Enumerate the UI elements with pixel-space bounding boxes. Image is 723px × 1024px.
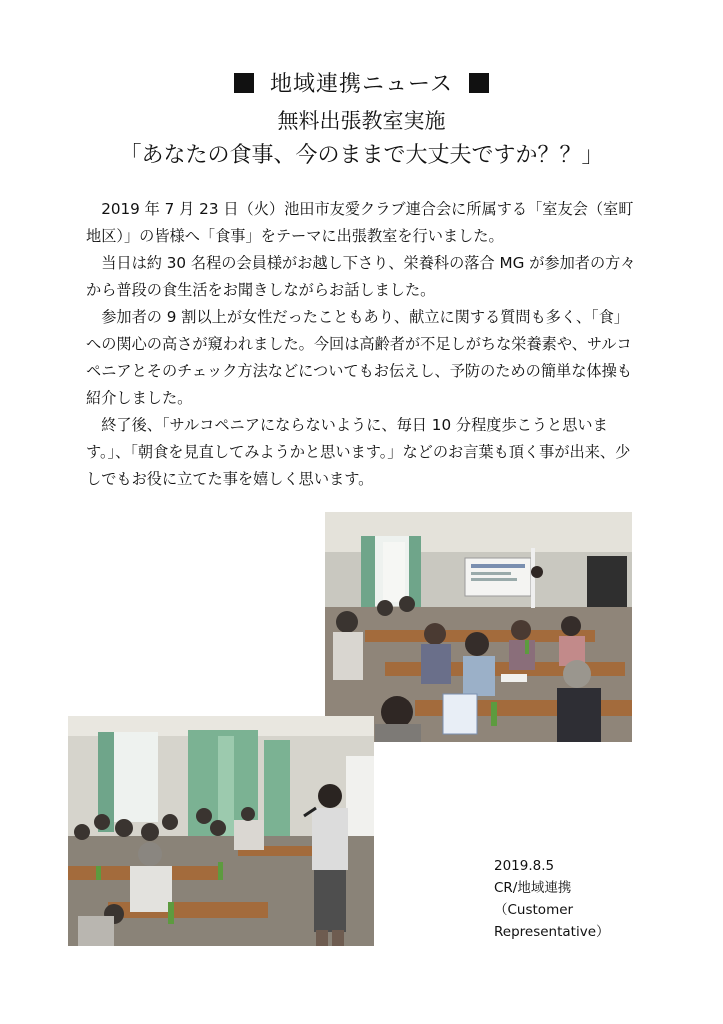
article-paragraph: 当日は約 30 名程の会員様がお越し下さり、栄養科の落合 MG が参加者の方々から普段の食生活をお聞きしながらお話しました。 <box>86 254 636 299</box>
news-title: 地域連携ニュース <box>270 72 453 97</box>
footer-department-note: Representative） <box>494 924 610 940</box>
event-theme: 「あなたの食事、今のままで大丈夫ですか？？」 <box>119 143 604 168</box>
article-paragraph: 参加者の 9 割以上が女性だったこともあり、献立に関する質問も多く、「食」への関心の高さが窺われました。今回は高齢者が不足しがちな栄養素や、サルコペニアとそのチェック方法などについてもお伝えし、予防のための簡単な体操も紹介しました。 <box>86 308 632 407</box>
seminar-photo-participants <box>325 512 632 742</box>
footer-department-note: （Customer <box>494 902 574 918</box>
footer-department: CR/地域連携 <box>494 880 572 896</box>
article-paragraph: 終了後、「サルコペニアにならないように、毎日 10 分程度歩こうと思います。」、「朝食を見直してみようかと思います。」などのお言葉も頂く事が出来、少しでもお役に立てた事を嬉しく思います。 <box>86 416 631 488</box>
article-body <box>86 196 642 493</box>
footer-date: 2019.8.5 <box>494 858 555 874</box>
black-square-icon <box>469 73 489 93</box>
news-title-line <box>0 70 723 100</box>
footer-credit <box>494 855 610 943</box>
event-subtitle: 無料出張教室実施 <box>277 109 446 133</box>
news-header <box>0 70 723 172</box>
black-square-icon <box>234 73 254 93</box>
article-paragraph: 2019 年 7 月 23 日（火）池田市友愛クラブ連合会に所属する「室友会（室町地区）」の皆様へ「食事」をテーマに出張教室を行いました。 <box>86 200 634 245</box>
seminar-photo-lecturer <box>68 716 374 946</box>
